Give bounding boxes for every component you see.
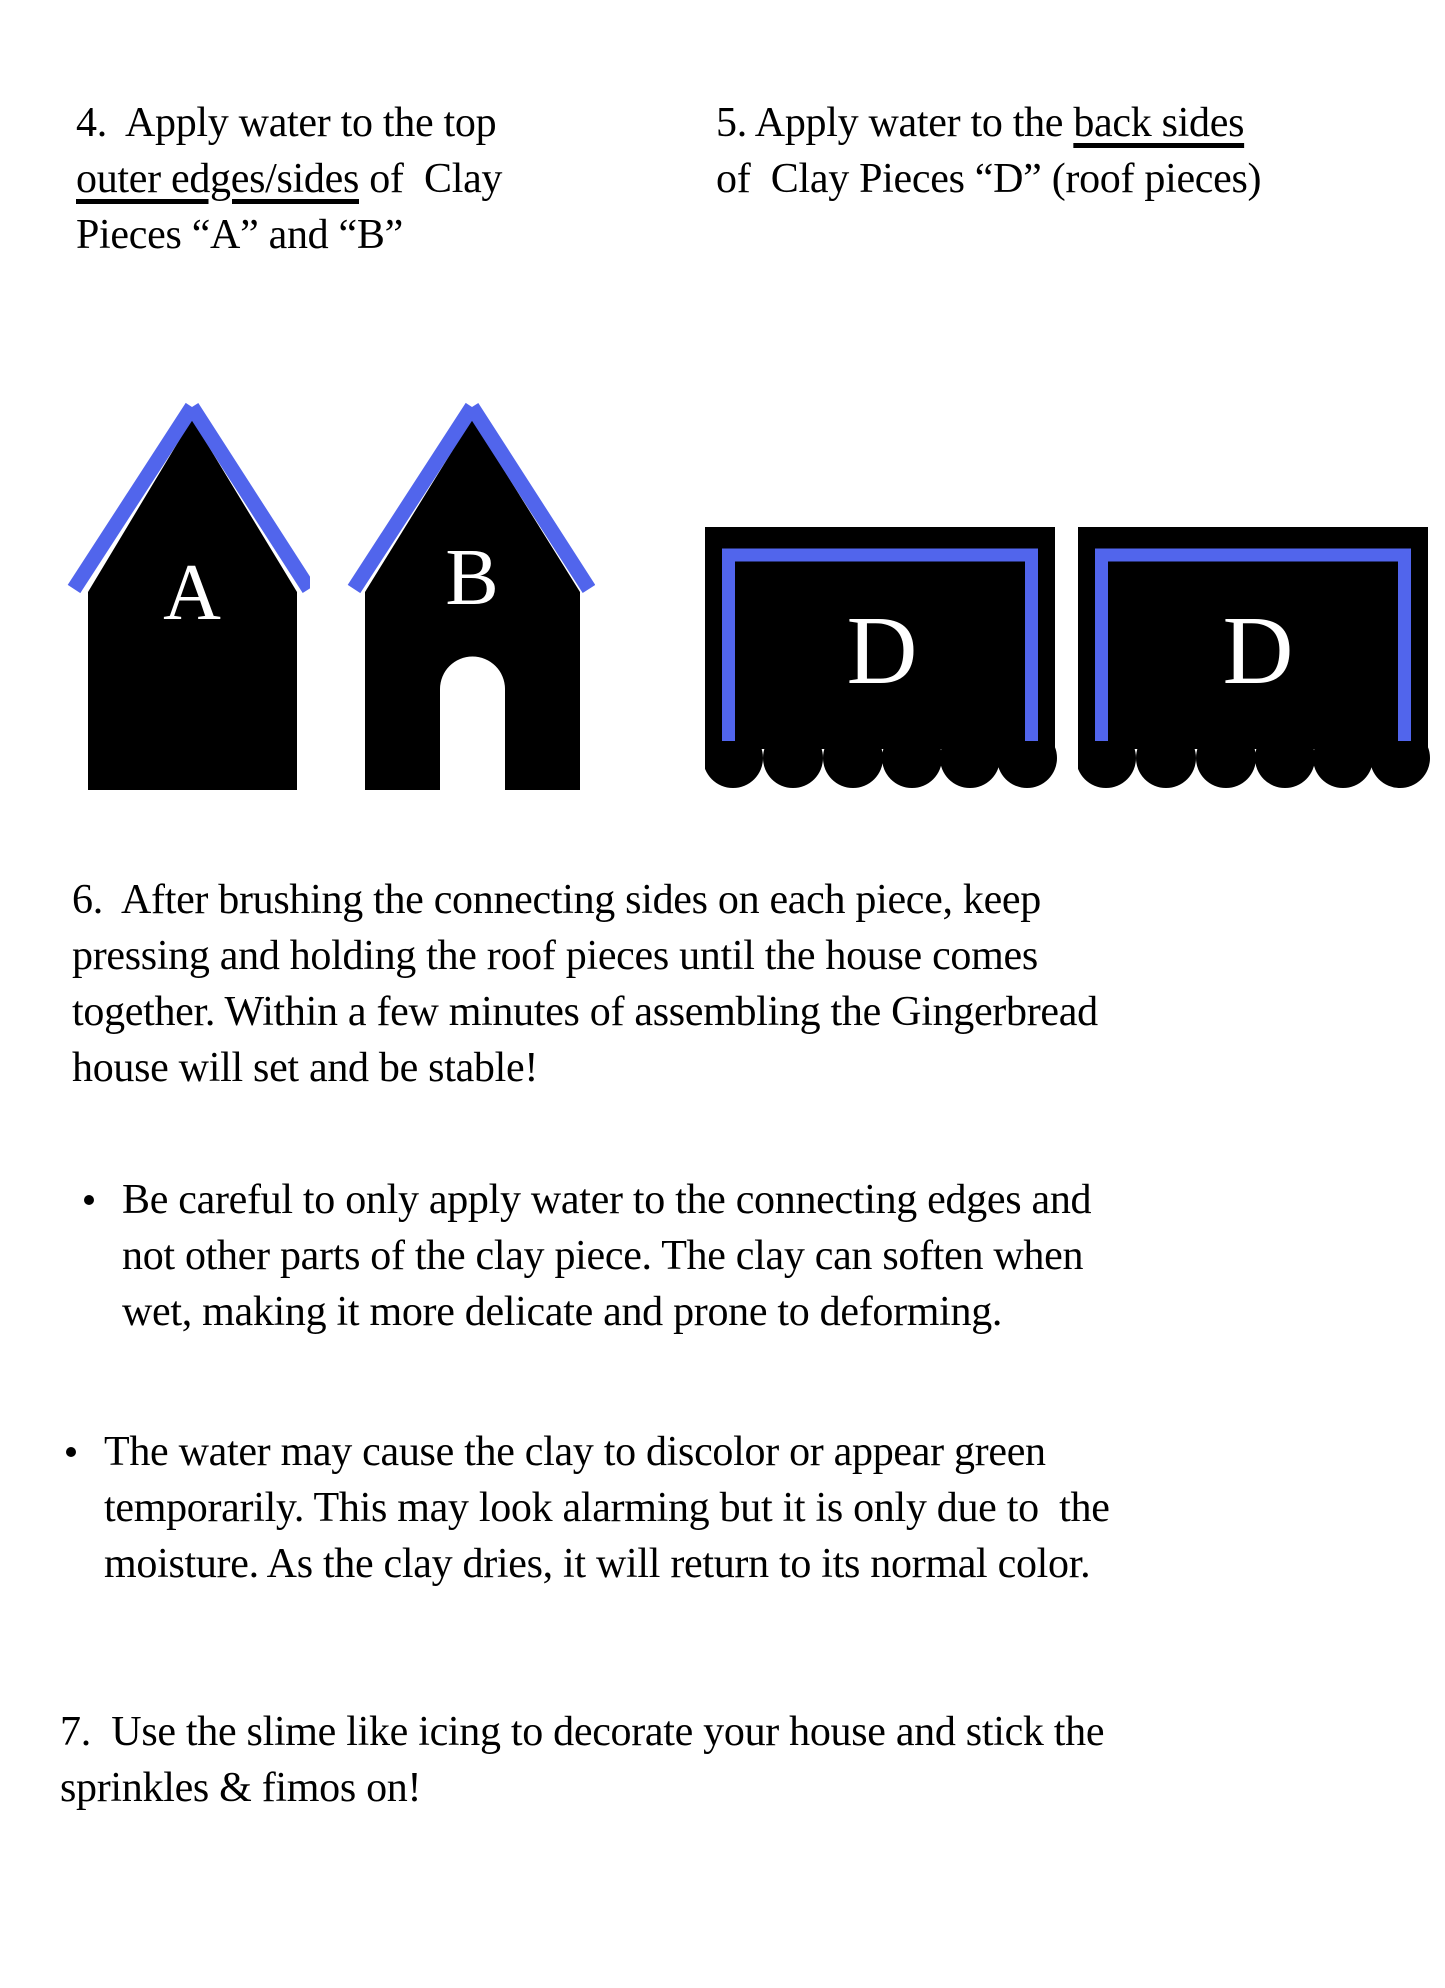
step-4-underlined-text: outer edges/sides (76, 156, 359, 202)
step-4-line-3-text: Pieces “A” and “B” (76, 212, 403, 258)
bullet-1-line-2: not other parts of the clay piece. The clay can soften when (122, 1233, 1084, 1279)
piece-b-door-arch (440, 657, 505, 791)
piece-d2-label: D (1222, 597, 1294, 705)
step-4-line-3 (76, 207, 502, 263)
clay-piece-a-figure (58, 393, 310, 793)
step-6-text (72, 872, 1098, 1096)
step-5-underlined-text: back sides (1073, 100, 1245, 146)
bullet-2-line-3: moisture. As the clay dries, it will return to its normal color. (104, 1541, 1091, 1587)
step-7-line-2: sprinkles & fimos on! (60, 1765, 422, 1811)
caution-bullet-discolor (66, 1424, 1110, 1592)
clay-piece-b-figure (343, 393, 595, 793)
step-4-line-1-text: 4. Apply water to the top (76, 100, 497, 146)
step-5-line-2-text: of Clay Pieces “D” (roof pieces) (716, 156, 1262, 202)
step-7-text (60, 1704, 1104, 1816)
bullet-2-line-1: The water may cause the clay to discolor or appear green (104, 1429, 1046, 1475)
step-4-line-2-rest: of Clay (359, 156, 503, 202)
step-4-text (76, 95, 502, 263)
step-6-line-1: 6. After brushing the connecting sides on each piece, keep (72, 877, 1041, 923)
piece-a-label: A (163, 549, 221, 637)
step-6-line-4: house will set and be stable! (72, 1045, 539, 1091)
step-6-line-2: pressing and holding the roof pieces until the house comes (72, 933, 1038, 979)
clay-piece-d2-figure (1078, 527, 1430, 793)
step-5-line-2 (716, 151, 1261, 207)
piece-b-label: B (445, 534, 499, 622)
step-4-line-2 (76, 151, 502, 207)
step-5-line-1 (716, 95, 1261, 151)
bullet-1-line-3: wet, making it more delicate and prone to deforming. (122, 1289, 1003, 1335)
caution-bullet-discolor-text (104, 1424, 1110, 1592)
bullet-2-line-2: temporarily. This may look alarming but it is only due to the (104, 1485, 1110, 1531)
step-7-line-1: 7. Use the slime like icing to decorate your house and stick the (60, 1709, 1105, 1755)
bullet-1-line-1: Be careful to only apply water to the connecting edges and (122, 1177, 1092, 1223)
caution-bullet-water-text (122, 1172, 1091, 1340)
clay-piece-d1-figure (705, 527, 1057, 793)
step-4-line-1 (76, 95, 502, 151)
step-6-line-3: together. Within a few minutes of assembling the Gingerbread (72, 989, 1098, 1035)
step-5-line-1-pre: 5. Apply water to the (716, 100, 1074, 146)
bullet-dot (66, 1447, 76, 1457)
piece-d1-label: D (846, 597, 918, 705)
bullet-dot (84, 1195, 94, 1205)
caution-bullet-water (84, 1172, 1091, 1340)
step-5-text (716, 95, 1261, 207)
